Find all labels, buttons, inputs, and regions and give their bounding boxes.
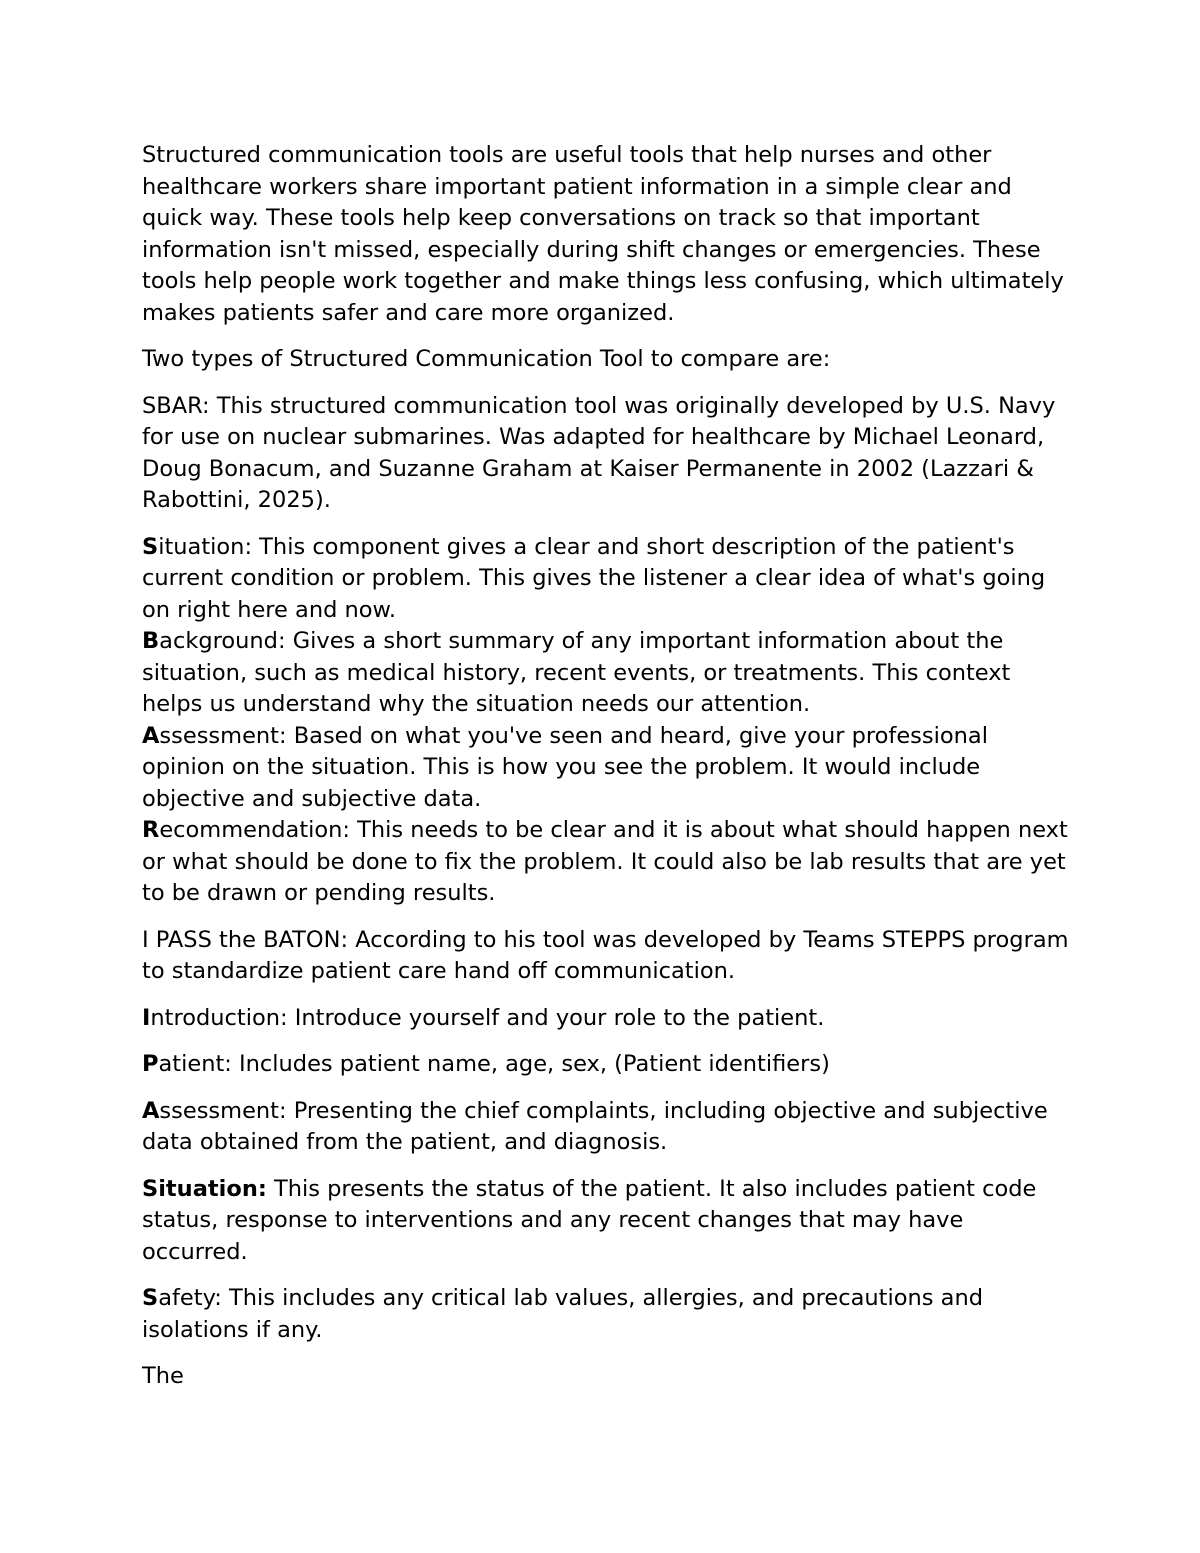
ipass-introduction-letter: I [142,1004,151,1031]
trailing-text: The [142,1363,184,1389]
ipass-intro: I PASS the BATON: According to his tool was developed by Teams STEPPS program to standardize patient care hand off communication. [142,926,1069,984]
sbar-recommendation [142,815,1072,910]
sbar-recommendation-text: This needs to be clear and it is about what should happen next or what should be done to fix the problem. It could also be lab results that are yet to be drawn or pending results. [142,817,1068,906]
document-body [142,140,1072,1408]
intro-paragraph: Structured communication tools are useful tools that help nurses and other healthcare workers share important patient information in a simple clear and quick way. These tools help keep conversations on track so that important information isn't missed, especially during shift changes or emergencies. These tools help people work together and make things less confusing, which ultimately makes patients safer and care more organized. [142,142,1064,326]
sbar-recommendation-heading: ecommendation: [159,817,350,843]
sbar-situation-letter: S [142,533,159,560]
sbar-assessment-heading: ssessment: [159,722,287,749]
sbar-assessment-text: Based on what you've seen and heard, give your professional opinion on the situation. This is how you see the problem. It would include objective and subjective data. [142,722,988,812]
sbar-background-heading: ackground: [159,628,286,654]
sbar-recommendation-letter: R [142,817,160,843]
ipass-situation [142,1174,1072,1269]
ipass-patient-text: atient: Includes patient name, age, sex, (Patient identifiers) [158,1051,830,1077]
sbar-assessment [142,721,1072,816]
ipass-situation-text: This presents the status of the patient. It also includes patient code status, response to interventions and any recent changes that may have occurred. [142,1175,1037,1265]
sbar-background-letter: B [142,628,160,654]
sbar-background-text: Gives a short summary of any important information about the situation, such as medical history, recent events, or treatments. This context helps us understand why the situation needs our attention. [142,628,1011,717]
ipass-situation-letter: S [142,1175,159,1202]
ipass-assessment-letter: A [142,1097,160,1124]
ipass-safety-text: afety: This includes any critical lab values, allergies, and precautions and isolations if any. [142,1285,983,1343]
ipass-patient-letter: P [142,1051,159,1077]
sbar-intro: SBAR: This structured communication tool was originally developed by U.S. Navy for use on nuclear submarines. Was adapted for healthcare by Michael Leonard, Doug Bonacum, and Suzanne Graham at Kaiser Permanente in 2002 (Lazzari & Rabottini, 2025). [142,392,1056,513]
ipass-assessment [142,1096,1072,1159]
sbar-situation [142,532,1072,627]
comparison-lead: Two types of Structured Communication Tool to compare are: [142,346,831,372]
ipass-safety [142,1283,1072,1346]
sbar-situation-text: This component gives a clear and short description of the patient's current condition or problem. This gives the listener a clear idea of what's going on right here and now. [142,533,1046,623]
ipass-assessment-text: ssessment: Presenting the chief complaints, including objective and subjective data obtained from the patient, and diagnosis. [142,1097,1048,1155]
sbar-situation-heading: ituation: [158,533,253,560]
sbar-background [142,626,1072,721]
sbar-assessment-letter: A [142,722,160,749]
ipass-patient [142,1049,1072,1081]
ipass-introduction-text: ntroduction: Introduce yourself and your role to the patient. [150,1004,825,1031]
ipass-safety-letter: S [142,1285,159,1311]
ipass-situation-heading: ituation: [158,1175,267,1202]
ipass-introduction [142,1003,1072,1035]
